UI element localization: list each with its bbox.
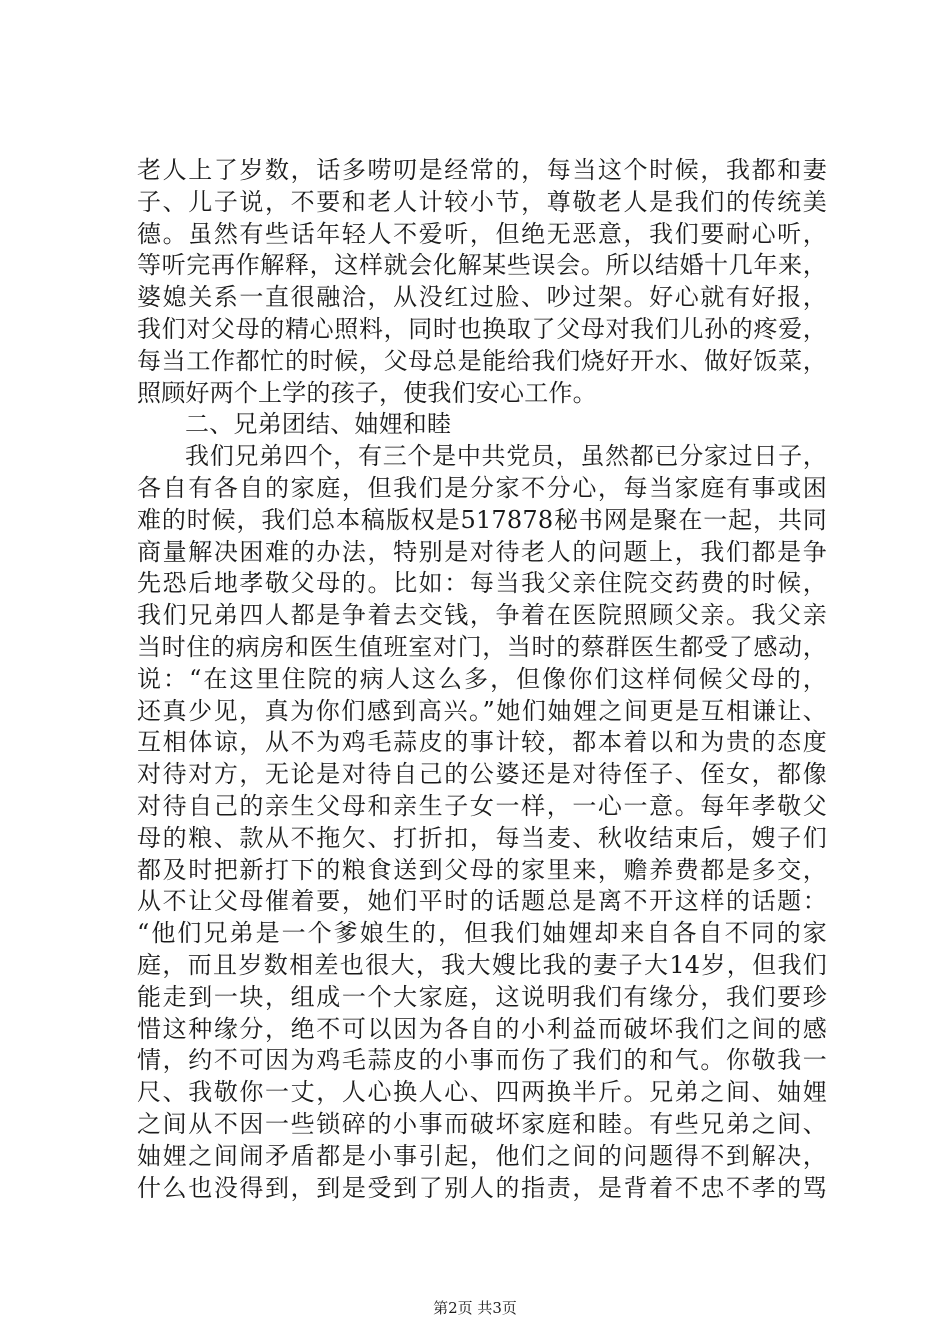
text-line: 婆媳关系一直很融洽，从没红过脸、吵过架。好心就有好报， <box>137 283 827 312</box>
text-line: 各自有各自的家庭，但我们是分家不分心，每当家庭有事或困 <box>137 473 827 502</box>
text-line: 子、儿子说，不要和老人计较小节，尊敬老人是我们的传统美 <box>137 187 827 216</box>
text-line: 说：“在这里住院的病人这么多，但像你们这样伺候父母的， <box>137 664 827 693</box>
text-line: 什么也没得到，到是受到了别人的指责，是背着不忠不孝的骂 <box>137 1173 827 1202</box>
text-line: 情，约不可因为鸡毛蒜皮的小事而伤了我们的和气。你敬我一 <box>137 1046 827 1075</box>
text-line: 能走到一块，组成一个大家庭，这说明我们有缘分，我们要珍 <box>137 982 827 1011</box>
text-line: 我们兄弟四个，有三个是中共党员，虽然都已分家过日子， <box>185 442 827 471</box>
text-line: 对待自己的亲生父母和亲生子女一样，一心一意。每年孝敬父 <box>137 791 827 820</box>
section-heading: 二、兄弟团结、妯娌和睦 <box>185 410 452 439</box>
text-line: 我们兄弟四人都是争着去交钱，争着在医院照顾父亲。我父亲 <box>137 601 827 630</box>
text-line: 每当工作都忙的时候，父母总是能给我们烧好开水、做好饭菜， <box>137 346 827 375</box>
text-line: 从不让父母催着要，她们平时的话题总是离不开这样的话题： <box>137 887 827 916</box>
text-line: 母的粮、款从不拖欠、打折扣，每当麦、秋收结束后，嫂子们 <box>137 823 827 852</box>
text-line: 德。虽然有些话年轻人不爱听，但绝无恶意，我们要耐心听， <box>137 219 827 248</box>
text-line: 难的时候，我们总本稿版权是517878秘书网是聚在一起，共同 <box>137 505 827 534</box>
text-line: 当时住的病房和医生值班室对门，当时的蔡群医生都受了感动， <box>137 632 827 661</box>
text-line: 我们对父母的精心照料，同时也换取了父母对我们儿孙的疼爱， <box>137 314 827 343</box>
text-line: 互相体谅，从不为鸡毛蒜皮的事计较，都本着以和为贵的态度 <box>137 728 827 757</box>
text-line: 先恐后地孝敬父母的。比如：每当我父亲住院交药费的时候， <box>137 569 827 598</box>
text-line: 老人上了岁数，话多唠叨是经常的，每当这个时候，我都和妻 <box>137 156 827 184</box>
page-number-footer: 第2页 共3页 <box>433 1299 517 1317</box>
text-line: 等听完再作解释，这样就会化解某些误会。所以结婚十几年来， <box>137 251 827 280</box>
text-line: 对待对方，无论是对待自己的公婆还是对待侄子、侄女，都像 <box>137 760 827 789</box>
text-line: 尺、我敬你一丈，人心换人心、四两换半斤。兄弟之间、妯娌 <box>137 1078 827 1107</box>
paragraph-1 <box>137 155 827 409</box>
paragraph-2 <box>137 441 827 1204</box>
text-line: 还真少见，真为你们感到高兴。”她们妯娌之间更是互相谦让、 <box>137 696 827 725</box>
text-line: 妯娌之间闹矛盾都是小事引起，他们之间的问题得不到解决， <box>137 1141 827 1170</box>
text-line: 之间从不因一些锁碎的小事而破坏家庭和睦。有些兄弟之间、 <box>137 1109 827 1138</box>
text-line: 惜这种缘分，绝不可以因为各自的小利益而破坏我们之间的感 <box>137 1014 827 1043</box>
text-line: 照顾好两个上学的孩子，使我们安心工作。 <box>137 378 597 407</box>
text-line: 商量解决困难的办法，特别是对待老人的问题上，我们都是争 <box>137 537 827 566</box>
document-body <box>137 155 827 1204</box>
text-line: “他们兄弟是一个爹娘生的，但我们妯娌却来自各自不同的家 <box>137 919 827 948</box>
text-line: 庭，而且岁数相差也很大，我大嫂比我的妻子大14岁，但我们 <box>137 950 827 979</box>
text-line: 都及时把新打下的粮食送到父母的家里来，赡养费都是多交， <box>137 855 827 884</box>
